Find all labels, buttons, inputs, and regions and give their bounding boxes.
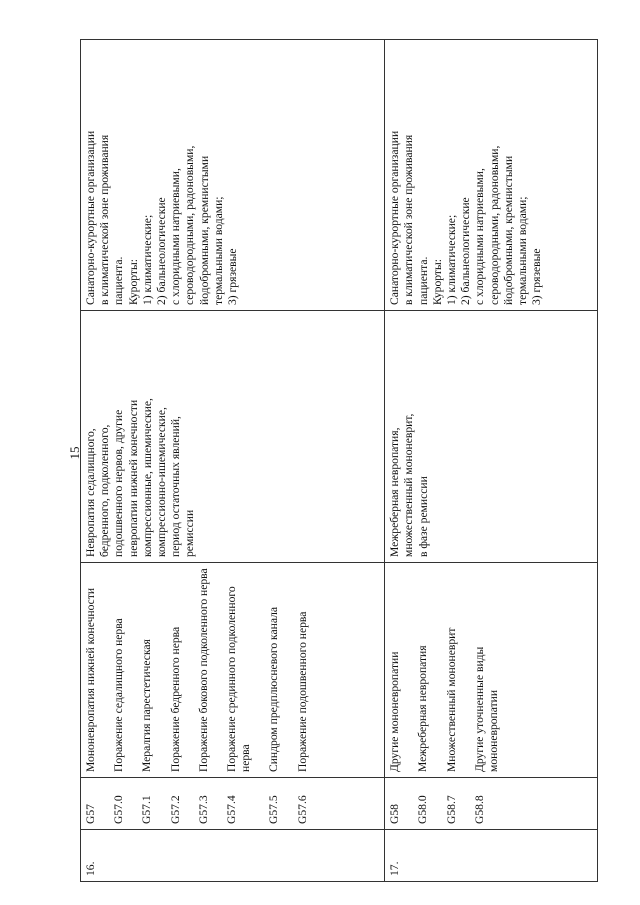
sanatorium-line: Курорты: [430,259,444,305]
sanatorium-cell [385,40,598,311]
sanatorium-line: термальными водами; [515,196,529,305]
icd-code-text: G58.0 [416,795,430,824]
diagnosis-name [225,568,253,772]
diagnosis-name-line: Поражение срединного подколенного [225,586,239,772]
sanatorium-line: йодобромными, кремнистыми [501,155,515,305]
diagnosis-name-line: Синдром предплюсневого канала [267,606,281,772]
diagnosis-names-cell [385,563,598,778]
icd-code [416,783,430,824]
diagnosis-name-line: нерва [239,744,253,772]
condition-line: в фазе ремиссии [416,476,430,557]
sanatorium-cell [81,40,385,311]
row-number: 17. [388,861,402,876]
condition-line: ремиссии [183,509,197,557]
diagnosis-name-line: Множественный мононеврит [444,627,458,772]
sanatorium-line: с хлоридными натриевыми, [473,168,487,305]
condition-line: невропатии нижней конечности [126,399,140,557]
sanatorium-line: пациента. [416,256,430,305]
icd-code-text: G57.0 [112,795,126,824]
icd-code-text: G57.3 [196,795,210,824]
diagnosis-name-line: Межреберная невропатия [416,645,430,772]
sanatorium-line: 2) бальнеологические [155,197,169,305]
icd-code [296,783,310,824]
icd-code-text: G57.4 [225,795,239,824]
sanatorium-line: 3) грязевые [530,248,544,305]
sanatorium-line: 1) климатические; [140,214,154,305]
rotated-table-wrapper [80,40,598,882]
icd-code-text: G57.2 [168,795,182,824]
condition-line: Невропатия седалищного, [84,428,97,557]
table-row [81,40,385,882]
sanatorium-line: 2) бальнеологические [459,197,473,305]
diagnosis-name [296,568,310,772]
spacer [487,783,501,824]
icd-code-text: G57.1 [140,795,154,824]
icd-code [112,783,126,824]
sanatorium-line: Курорты: [126,259,140,305]
diagnosis-name [445,568,459,772]
icd-code [473,783,501,824]
row-number-cell [81,830,385,882]
diagnosis-name [169,568,183,772]
icd-code [84,783,98,824]
condition-line: компрессионные, ишемические, [140,398,154,557]
icd-code [140,783,154,824]
row-number-cell [385,830,598,882]
spacer [239,783,253,824]
sanatorium-line: Санаторно-курортные организации [84,130,97,305]
condition-line: множественный мононеврит, [402,413,416,557]
sanatorium-line: в климатической зоне проживания [402,134,416,305]
icd-code [267,783,281,824]
sanatorium-line: йодобромными, кремнистыми [197,155,211,305]
sanatorium-line: 1) климатические; [444,214,458,305]
sanatorium-line: 3) грязевые [226,248,240,305]
diagnosis-name [267,568,281,772]
icd-code-text: G58 [388,804,402,824]
condition-cell [385,311,598,563]
sanatorium-line: пациента. [112,256,126,305]
condition-line: бедренного, подколенного, [98,424,112,557]
condition-cell [81,311,385,563]
icd-code [388,783,402,824]
diagnosis-name-line: Поражение бокового подколенного нерва [196,568,210,772]
sanatorium-line: термальными водами; [211,196,225,305]
treatment-table [80,39,598,882]
condition-line: подошвенного нервов, другие [112,409,126,557]
row-number: 16. [84,861,97,876]
icd-code-text: G57.5 [267,795,281,824]
diagnosis-name [388,568,402,772]
sanatorium-line: сероводородными, радоновыми, [487,145,501,305]
icd-codes-cell [81,778,385,830]
sanatorium-line: Санаторно-курортные организации [388,130,402,305]
table-row [385,40,598,882]
condition-line: период остаточных явлений, [169,416,183,557]
diagnosis-name [84,568,98,772]
icd-code-text: G57 [84,804,97,824]
diagnosis-name-line: Поражение седалищного нерва [112,618,126,772]
table-body [81,40,598,882]
diagnosis-name-line: Другие уточненные виды [472,646,486,772]
icd-codes-cell [385,778,598,830]
icd-code [225,783,253,824]
icd-code [197,783,211,824]
page-number: 15 [67,446,82,460]
diagnosis-names-cell [81,563,385,778]
icd-code-text: G57.6 [295,795,309,824]
diagnosis-name-line: Мералгия парестетическая [140,639,154,772]
icd-code-text: G58.7 [444,795,458,824]
diagnosis-name-line: Другие мононевропатии [388,651,402,772]
diagnosis-name [140,568,154,772]
diagnosis-name [416,568,430,772]
sanatorium-line: сероводородными, радоновыми, [183,145,197,305]
icd-code [169,783,183,824]
diagnosis-name-line: мононевропатии [486,689,500,772]
diagnosis-name [112,568,126,772]
diagnosis-name-line: Поражение подошвенного нерва [295,611,309,772]
icd-code [445,783,459,824]
condition-line: компрессионно-ишемические, [155,407,169,557]
sanatorium-line: с хлоридными натриевыми, [169,168,183,305]
condition-line: Межреберная невропатия, [388,427,402,557]
diagnosis-name [473,568,501,772]
sanatorium-line: в климатической зоне проживания [98,134,112,305]
diagnosis-name [197,568,211,772]
diagnosis-name-line: Поражение бедренного нерва [168,626,182,772]
icd-code-text: G58.8 [472,795,486,824]
diagnosis-name-line: Мононевропатия нижней конечности [84,587,97,772]
